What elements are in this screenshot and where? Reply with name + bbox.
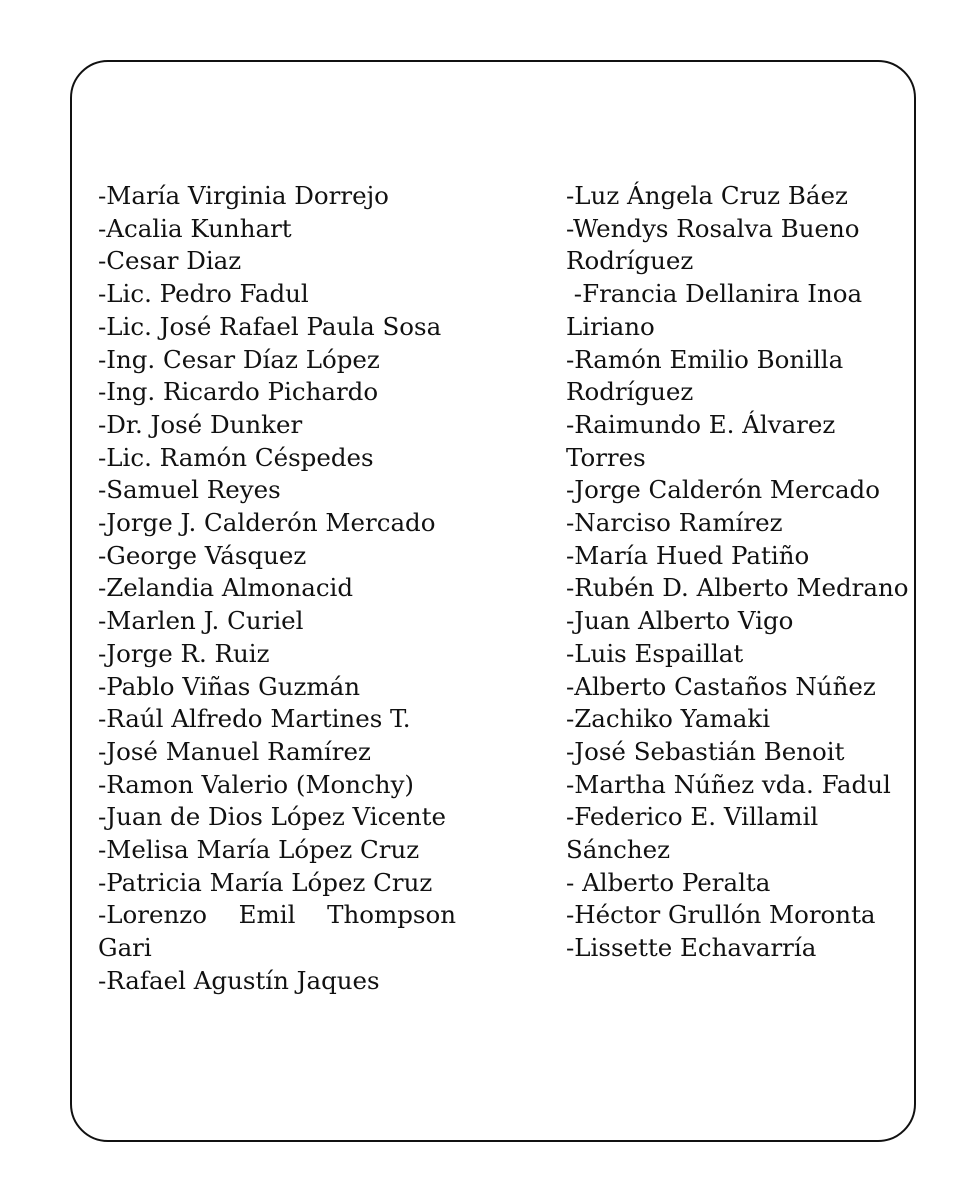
list-item: -Héctor Grullón Moronta xyxy=(566,900,876,930)
list-item: -Alberto Castaños Núñez xyxy=(566,671,876,701)
list-item: -Raimundo E. Álvarez Torres xyxy=(566,409,836,472)
list-item: -Ing. Ricardo Pichardo xyxy=(98,377,379,407)
right-name-column xyxy=(566,180,916,965)
list-item: -Acalia Kunhart xyxy=(98,213,292,243)
list-item: -Pablo Viñas Guzmán xyxy=(98,671,361,701)
list-item: -Jorge J. Calderón Mercado xyxy=(98,508,436,538)
list-item: -Raúl Alfredo Martines T. xyxy=(98,704,411,734)
list-item: -Lic. Pedro Fadul xyxy=(98,279,309,309)
list-item: -María Virginia Dorrejo xyxy=(98,181,389,210)
list-item: -Dr. José Dunker xyxy=(98,409,303,439)
list-item: -Juan de Dios López Vicente xyxy=(98,802,446,832)
list-item: -Lorenzo Emil Thompson Gari xyxy=(98,900,456,963)
list-item: -Samuel Reyes xyxy=(98,475,281,505)
list-item: -Jorge Calderón Mercado xyxy=(566,475,880,505)
list-item: -José Sebastián Benoit xyxy=(566,736,845,766)
list-item: -Lissette Echavarría xyxy=(566,933,817,963)
list-item: -Marlen J. Curiel xyxy=(98,606,304,636)
list-item: -Melisa María López Cruz xyxy=(98,835,420,865)
list-item: - Alberto Peralta xyxy=(566,867,771,897)
list-item: -Rafael Agustín Jaques xyxy=(98,965,380,995)
list-item: -María Hued Patiño xyxy=(566,540,810,570)
list-item: -Wendys Rosalva Bueno Rodríguez xyxy=(566,213,860,276)
list-item: -Martha Núñez vda. Fadul xyxy=(566,769,891,799)
list-item: -Federico E. Villamil Sánchez xyxy=(566,802,819,865)
list-item: -Narciso Ramírez xyxy=(566,508,783,538)
list-item: -Francia Dellanira Inoa Liriano xyxy=(566,279,870,341)
list-item: -Juan Alberto Vigo xyxy=(566,606,794,636)
list-item: -George Vásquez xyxy=(98,540,307,570)
list-item: -Zelandia Almonacid xyxy=(98,573,354,603)
list-item: -Lic. Ramón Céspedes xyxy=(98,442,374,472)
list-item: -Patricia María López Cruz xyxy=(98,867,433,897)
list-item: -Jorge R. Ruiz xyxy=(98,638,270,668)
list-item: -Ing. Cesar Díaz López xyxy=(98,344,380,374)
list-item: -Luis Espaillat xyxy=(566,638,744,668)
list-item: -Ramón Emilio Bonilla Rodríguez xyxy=(566,344,844,407)
list-item: -Luz Ángela Cruz Báez xyxy=(566,181,848,210)
list-item: -Lic. José Rafael Paula Sosa xyxy=(98,311,442,341)
list-item: -Rubén D. Alberto Medrano xyxy=(566,573,909,603)
left-name-column xyxy=(98,180,458,998)
list-item: -Zachiko Yamaki xyxy=(566,704,771,734)
list-item: -Ramon Valerio (Monchy) xyxy=(98,769,414,799)
list-item: -Cesar Diaz xyxy=(98,246,242,276)
list-item: -José Manuel Ramírez xyxy=(98,736,371,766)
